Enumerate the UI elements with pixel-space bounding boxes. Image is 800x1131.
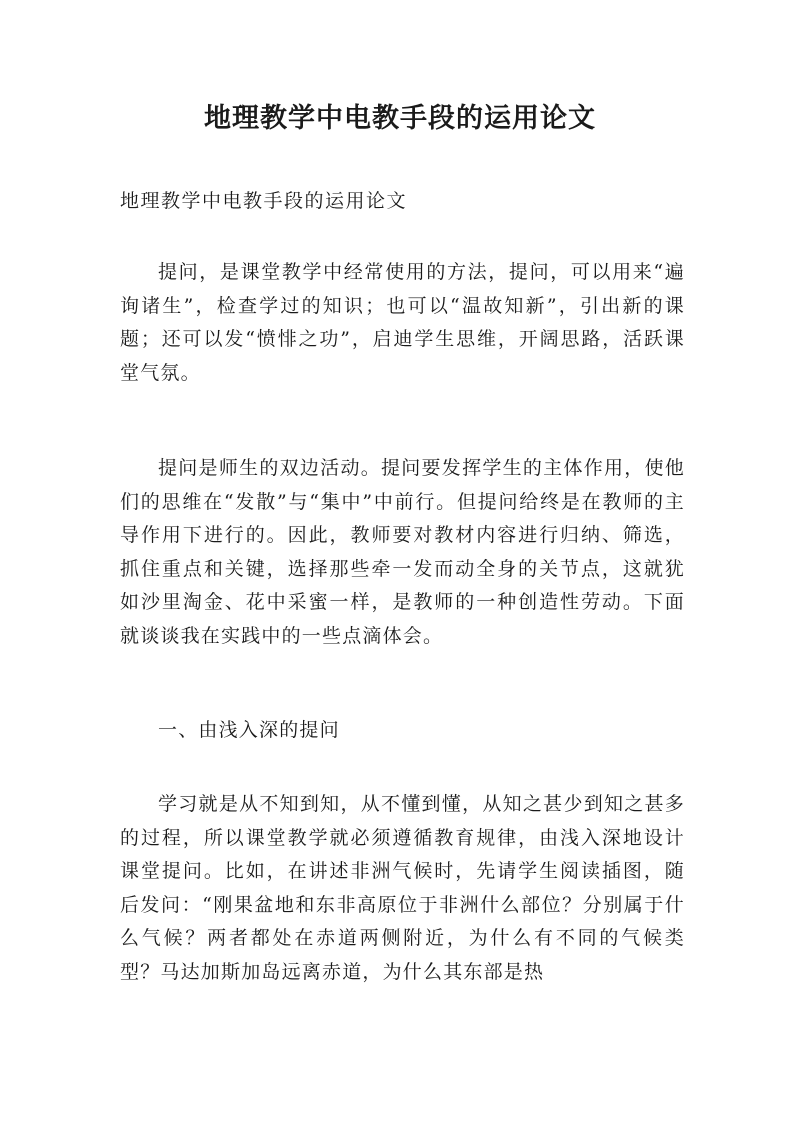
- document-title: 地理教学中电教手段的运用论文: [204, 103, 596, 134]
- paragraph-questioning-intro: 提问，是课堂教学中经常使用的方法，提问，可以用来“遍询诸生”，检查学过的知识；也可以“温故知新”，引出新的课题；还可以发“愤悱之功”，启迪学生思维，开阔思路，活跃课堂气氛。: [120, 261, 685, 384]
- section-heading-shallow-to-deep: 一、由浅入深的提问: [158, 719, 340, 741]
- document-subtitle: 地理教学中电教手段的运用论文: [120, 190, 408, 212]
- paragraph-teacher-role: 提问是师生的双边活动。提问要发挥学生的主体作用，使他们的思维在“发散”与“集中”中前行。但提问给终是在教师的主导作用下进行的。因此，教师要对教材内容进行归纳、筛选，抓住重点和关键，选择那些牵一发而动全身的关节点，这就犹如沙里淘金、花中采蜜一样，是教师的一种创造性劳动。下面就谈谈我在实践中的一些点滴体会。: [120, 457, 685, 647]
- paragraph-learning-process: 学习就是从不知到知，从不懂到懂，从知之甚少到知之甚多的过程，所以课堂教学就必须遵循教育规律，由浅入深地设计课堂提问。比如，在讲述非洲气候时，先请学生阅读插图，随后发问：“刚果盆地和东非高原位于非洲什么部位？分别属于什么气候？两者都处在赤道两侧附近，为什么有不同的气候类型？马达加斯加岛远离赤道，为什么其东部是热: [120, 793, 685, 983]
